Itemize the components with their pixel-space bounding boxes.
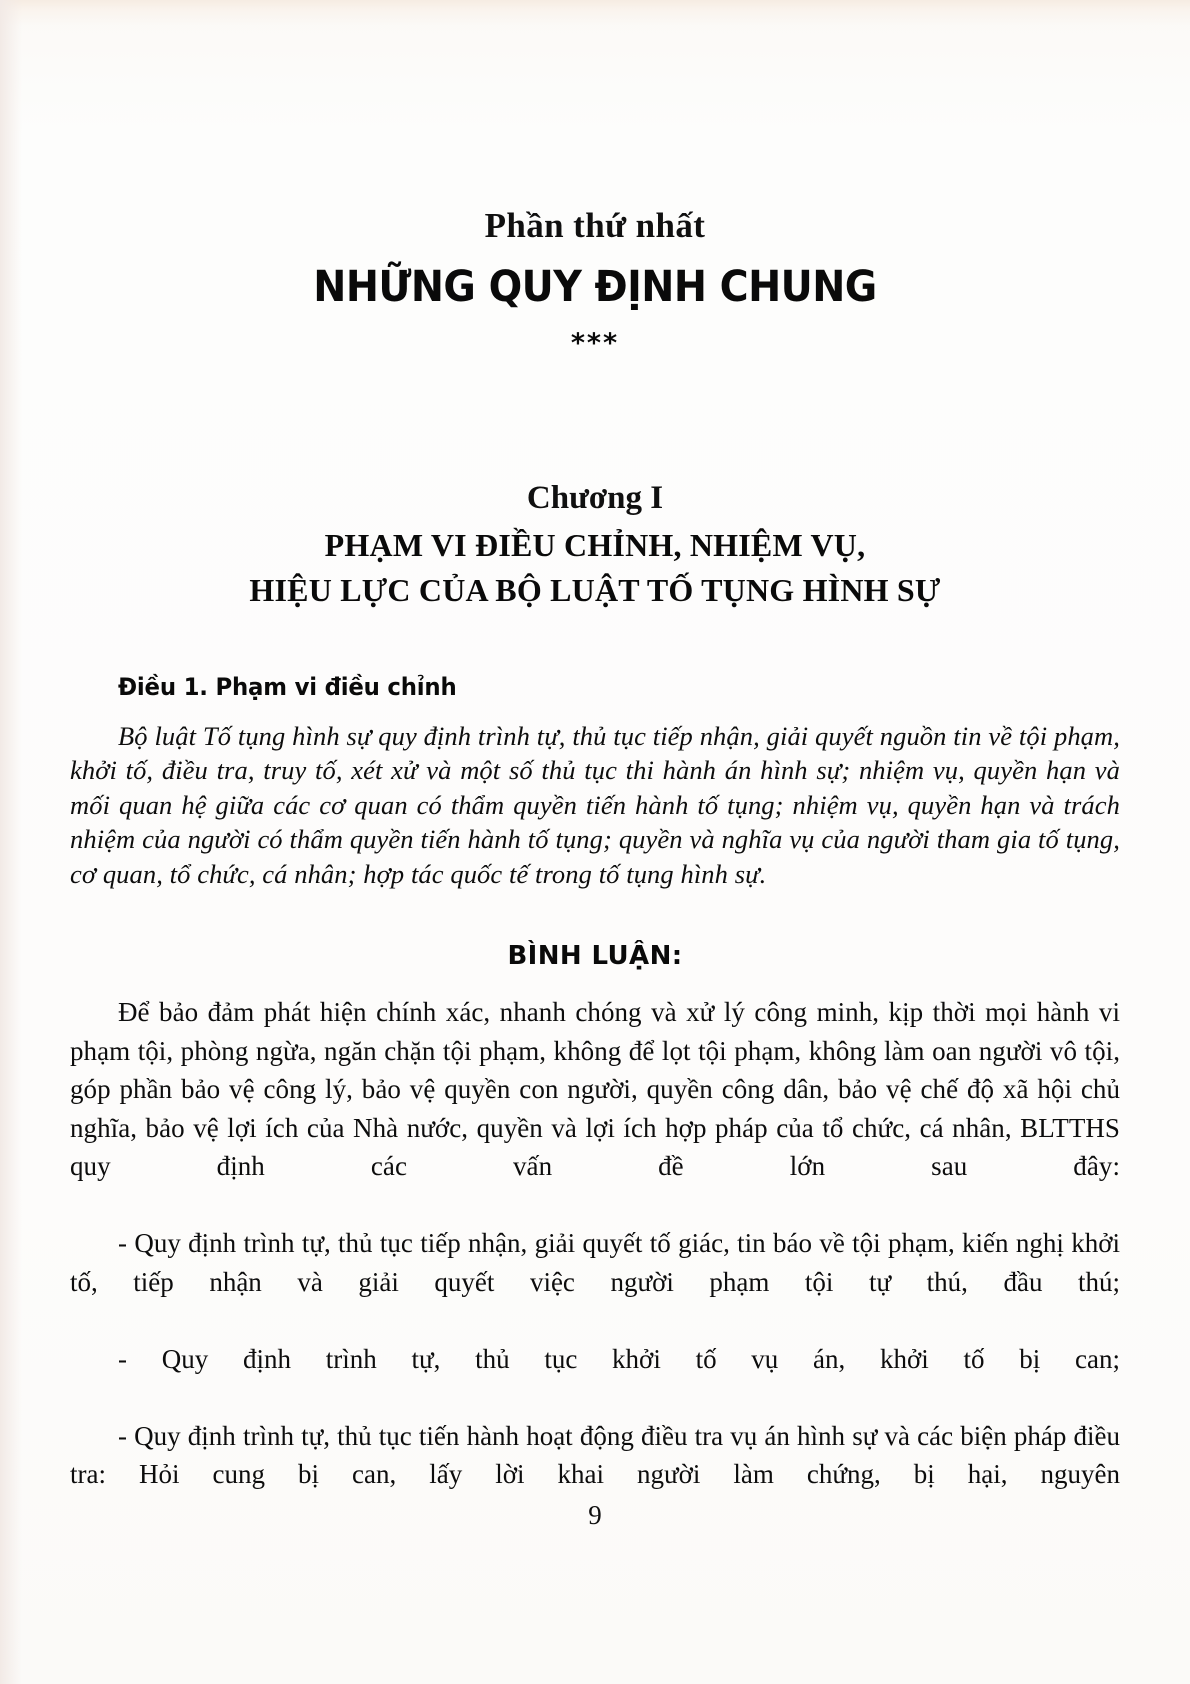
commentary-list-item: - Quy định trình tự, thủ tục khởi tố vụ án, khởi tố bị can; xyxy=(118,1343,1120,1374)
part-title: NHỮNG QUY ĐỊNH CHUNG xyxy=(313,262,877,313)
part-heading-block xyxy=(70,206,1120,359)
commentary-heading: BÌNH LUẬN: xyxy=(507,941,683,972)
page-number: 9 xyxy=(588,1500,602,1530)
chapter-title-line-1: PHẠM VI ĐIỀU CHỈNH, NHIỆM VỤ, xyxy=(324,527,866,564)
commentary-intro-paragraph: Để bảo đảm phát hiện chính xác, nhanh chóng và xử lý công minh, kịp thời mọi hành vi phạm tội, phòng ngừa, ngăn chặn tội phạm, không để lọt tội phạm, không làm oan người vô tội, góp phần bảo vệ công lý, bảo vệ quyền con người, quyền công dân, bảo vệ chế độ xã hội chủ nghĩa, bảo vệ lợi ích của Nhà nước, quyền và lợi ích hợp pháp của tổ chức, cá nhân, BLTTHS quy định các vấn đề lớn sau đây: xyxy=(70,997,1120,1182)
scan-tint-left-edge xyxy=(0,0,22,1684)
chapter-label: Chương I xyxy=(526,479,664,516)
article-law-text: Bộ luật Tố tụng hình sự quy định trình tự, thủ tục tiếp nhận, giải quyết nguồn tin về tội phạm, khởi tố, điều tra, truy tố, xét xử và một số thủ tục thi hành án hình sự; nhiệm vụ, quyền hạn và mối quan hệ giữa các cơ quan có thẩm quyền tiến hành tố tụng; nhiệm vụ, quyền hạn và trách nhiệm của người có thẩm quyền tiến hành tố tụng; quyền và nghĩa vụ của người tham gia tố tụng, cơ quan, tổ chức, cá nhân; hợp tác quốc tế trong tố tụng hình sự. xyxy=(70,720,1120,889)
chapter-title-line-2: HIỆU LỰC CỦA BỘ LUẬT TỐ TỤNG HÌNH SỰ xyxy=(249,571,941,608)
page-content xyxy=(70,0,1120,1532)
chapter-heading-block xyxy=(70,479,1120,611)
commentary-list-item: - Quy định trình tự, thủ tục tiếp nhận, giải quyết tố giác, tin báo về tội phạm, kiến nghị khởi tố, tiếp nhận và giải quyết việc người phạm tội tự thú, đầu thú; xyxy=(70,1228,1120,1297)
ornament-asterisks: *** xyxy=(570,327,620,359)
part-label: Phần thứ nhất xyxy=(484,206,706,245)
article-heading: Điều 1. Phạm vi điều chỉnh xyxy=(118,672,457,701)
commentary-list-item: - Quy định trình tự, thủ tục tiến hành hoạt động điều tra vụ án hình sự và các biện pháp điều tra: Hỏi cung bị can, lấy lời khai người làm chứng, bị hại, nguyên xyxy=(70,1420,1120,1490)
